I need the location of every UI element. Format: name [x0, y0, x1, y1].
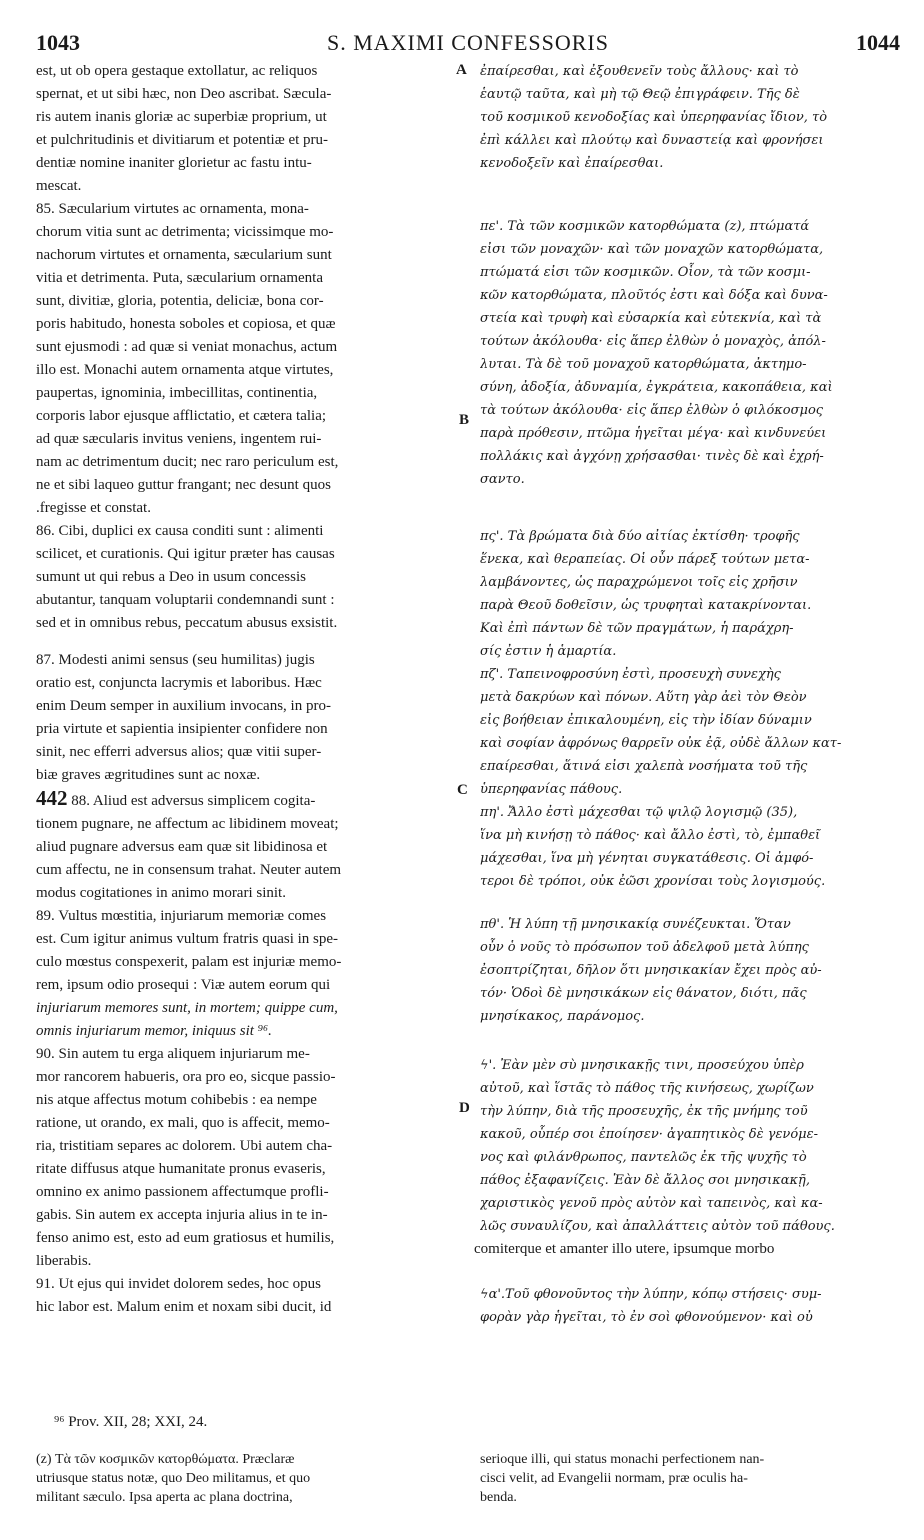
- text-line: omnis injuriarum memor, iniquus sit ⁹⁶.: [36, 1023, 272, 1039]
- spacer: [480, 893, 898, 913]
- text-line: .fregisse et constat.: [36, 500, 151, 516]
- text-line: τὰ τούτων ἀκόλουθα· εἰς ἅπερ ἐλθὼν ὁ φιλόκοσμος: [480, 403, 824, 418]
- text-line: ad quæ sæcularis invitus veniens, ingentem rui-: [36, 431, 322, 447]
- text-line: corporis labor ejusque afflictatio, et cætera talia;: [36, 408, 327, 424]
- text-line: chorum vitia sunt ac detrimenta; vicissimque mo-: [36, 224, 334, 240]
- text-line: οὖν ὁ νοῦς τὸ πρόσωπον τοῦ ἀδελφοῦ μετὰ λύπης: [480, 940, 809, 955]
- text-line: αὐτοῦ, καὶ ἵστᾶς τὸ πάθος τῆς κινήσεως, χωρίζων: [480, 1081, 814, 1096]
- greek-paragraph-88: [480, 801, 898, 893]
- text-line: gabis. Sin autem ex accepta injuria alius in te in-: [36, 1207, 328, 1223]
- text-line: εἰσι τῶν μοναχῶν· καὶ τῶν μοναχῶν κατορθώματα,: [480, 242, 824, 257]
- text-line: et pulchritudinis et divitiarum et potentiæ et pru-: [36, 132, 329, 148]
- text-line: aliud pugnare adversus eam quæ sit libidinosa et: [36, 839, 328, 855]
- text-line: ἐπὶ κάλλει καὶ πλούτῳ καὶ δυναστείᾳ καὶ φρονήσει: [480, 133, 824, 148]
- latin-paragraph-85: [36, 198, 456, 520]
- text-line: ratione, ut orando, ex mali, quo is affecit, memo-: [36, 1115, 330, 1131]
- text-line: πθ'. Ἡ λύπη τῇ μνησικακίᾳ συνέζευκται. Ὅταν: [480, 917, 791, 932]
- margin-marker-b: B: [459, 412, 470, 428]
- text-line: vitia et detrimenta. Puta, sæcularium ornamenta: [36, 270, 323, 286]
- greek-paragraph-87: [480, 663, 898, 801]
- text-line: nachorum virtutes et ornamenta, sæcularium sunt: [36, 247, 332, 263]
- column-number: 442: [36, 787, 68, 810]
- text-line: εἰς βοήθειαν ἐπικαλουμένη, εἰς τὴν ἰδίαν δύναμιν: [480, 713, 812, 728]
- text-line: dentiæ nomine inaniter glorietur ac fastu intu-: [36, 155, 312, 171]
- text-line: ϟα'.Τοῦ φθονοῦντος τὴν λύπην, κόπῳ στήσεις· συμ-: [480, 1287, 822, 1302]
- spacer: [480, 175, 898, 215]
- text-line: cisci velit, ad Evangelii normam, præ oculis ha-: [480, 1471, 748, 1486]
- text-line: ὑπερηφανίας πάθους.: [480, 782, 623, 797]
- text-line: πς'. Τὰ βρώματα διὰ δύο αἰτίας ἐκτίσθη· τροφῆς: [480, 529, 800, 544]
- spacer: [36, 635, 456, 649]
- text-fragment: 88. Aliud est adversus simplicem cogita-: [67, 793, 316, 809]
- text-line: culo mœstus conspexerit, palam est injuriæ memo-: [36, 954, 342, 970]
- text-line: benda.: [480, 1490, 517, 1505]
- greek-paragraph-89: [480, 913, 898, 1028]
- text-line: abutantur, tanquam voluptarii condemnandi sunt :: [36, 592, 335, 608]
- text-line: πάθος ἐξαφανίζεις. Ἐὰν δὲ ἄλλος σοι μνησικακῇ,: [480, 1173, 810, 1188]
- text-line: poris habitudo, honesta soboles et copiosa, et quæ: [36, 316, 336, 332]
- text-line: μετὰ δακρύων καὶ πόνων. Αὕτη γὰρ ἀεὶ τὸν Θεὸν: [480, 690, 807, 705]
- text-line: 90. Sin autem tu erga aliquem injuriarum me-: [36, 1046, 310, 1062]
- text-line: serioque illi, qui status monachi perfectionem nan-: [480, 1452, 765, 1467]
- greek-column: [474, 60, 898, 1329]
- text-line: 86. Cibi, duplici ex causa conditi sunt : alimenti: [36, 523, 324, 539]
- text-line: πη'. Ἄλλο ἐστὶ μάχεσθαι τῷ ψιλῷ λογισμῷ (35),: [480, 805, 798, 820]
- text-line: στεία καὶ τρυφὴ καὶ εὐσαρκία καὶ εὐτεκνία, καὶ τὰ: [480, 311, 822, 326]
- text-line: 91. Ut ejus qui invidet dolorem sedes, hoc opus: [36, 1276, 321, 1292]
- text-line: 87. Modesti animi sensus (seu humilitas) jugis: [36, 652, 315, 668]
- text-line: nam ac detrimentum ducit; nec raro periculum est,: [36, 454, 339, 470]
- text-line: τοῦ κοσμικοῦ κενοδοξίας καὶ ὑπερηφανίας ἴδιον, τὸ: [480, 110, 828, 125]
- left-page-number: 1043: [36, 30, 80, 55]
- greek-paragraph-86: [480, 525, 898, 663]
- text-line: επαίρεσθαι, ἅτινά εἰσι χαλεπὰ νοσήματα τοῦ τῆς: [480, 759, 808, 774]
- text-line: liberabis.: [36, 1253, 92, 1269]
- text-line: παρὰ πρόθεσιν, πτῶμα ἡγεῖται μέγα· καὶ κινδυνεύει: [480, 426, 827, 441]
- text-line: 85. Sæcularium virtutes ac ornamenta, mona-: [36, 201, 309, 217]
- text-line: ἵνα μὴ κινήσῃ τὸ πάθος· καὶ ἄλλο ἐστὶ, τὸ, ἐμπαθεῖ: [480, 828, 821, 843]
- greek-paragraph-84-end: [480, 60, 898, 175]
- text-line: Καὶ ἐπὶ πάντων δὲ τῶν πραγμάτων, ἡ παράχρη-: [480, 621, 794, 636]
- text-line: sumunt ut qui rebus a Deo in usum concessis: [36, 569, 306, 585]
- text-line: κακοῦ, οὗπέρ σοι ἐποίησεν· ἀγαπητικὸς δὲ γενόμε-: [480, 1127, 818, 1142]
- text-line: militant sæculo. Ipsa aperta ac plana doctrina,: [36, 1490, 293, 1505]
- text-line: est. Cum igitur animus vultum fratris quasi in spe-: [36, 931, 339, 947]
- text-line: rem, ipsum odio prosequi : Viæ autem eorum qui: [36, 977, 331, 993]
- latin-paragraph-89: [36, 905, 456, 1043]
- greek-paragraph-90: [480, 1054, 898, 1238]
- text-line: fenso animo est, esto ad eum gratiosus et humilis,: [36, 1230, 335, 1246]
- text-line: τούτων ἀκόλουθα· εἰς ἅπερ ἐλθὼν ὁ μοναχὸς, ἀπόλ-: [480, 334, 826, 349]
- text-line: ἑαυτῷ ταῦτα, καὶ μὴ τῷ Θεῷ ἐπιγράφειν. Τῆς δὲ: [480, 87, 800, 102]
- text-line: illo est. Monachi autem ornamenta atque virtutes,: [36, 362, 334, 378]
- text-line: scilicet, et curationis. Qui igitur præter has causas: [36, 546, 335, 562]
- page-header: [36, 30, 900, 60]
- spacer: [480, 1261, 898, 1283]
- text-line: ria, tristitiam separes ac dolorem. Ubi autem cha-: [36, 1138, 333, 1154]
- text-line: [36, 787, 456, 813]
- text-line: καὶ σοφίαν ἀφρόνως θαρρεῖν οὐκ ἐᾷ, οὐδὲ ἄλλων κατ-: [480, 736, 842, 751]
- text-line: pria virtute et sapientia insipienter confidere non: [36, 721, 328, 737]
- text-line: σύνη, ἀδοξία, ἀδυναμία, ἐγκράτεια, κακοπάθεια, καὶ: [480, 380, 833, 395]
- text-line: πζ'. Ταπεινοφροσύνη ἐστὶ, προσευχὴ συνεχὴς: [480, 667, 781, 682]
- latin-paragraph-88: [36, 787, 456, 905]
- text-line: modus cogitationes in animo morari sinit.: [36, 885, 286, 901]
- text-line: σίς ἐστιν ἡ ἁμαρτία.: [480, 644, 617, 659]
- text-line: ris autem inanis gloriæ ac superbiæ proprium, ut: [36, 109, 327, 125]
- text-line: enim Deum semper in auxilium invocans, in pro-: [36, 698, 331, 714]
- scripture-reference: ⁹⁶ Prov. XII, 28; XXI, 24.: [54, 1414, 208, 1430]
- latin-column: [36, 60, 456, 1319]
- text-line: λυται. Τὰ δὲ τοῦ μοναχοῦ κατορθώματα, ἀκτημο-: [480, 357, 807, 372]
- text-line: omnino ex animo passionem affectumque profli-: [36, 1184, 329, 1200]
- text-line: ne et sibi laqueo guttur frangant; nec desunt quos: [36, 477, 331, 493]
- text-line: comiterque et amanter illo utere, ipsumque morbo: [474, 1241, 775, 1257]
- text-line: κῶν κατορθώματα, πλοῦτός ἐστι καὶ δόξα καὶ δυνα-: [480, 288, 828, 303]
- text-line: mor rancorem habueris, ora pro eo, sicque passio-: [36, 1069, 336, 1085]
- latin-paragraph-84-end: [36, 60, 456, 198]
- text-line: sinit, nec efferri adversus alios; quæ vitii super-: [36, 744, 322, 760]
- text-line: μνησίκακος, παράνομος.: [480, 1009, 645, 1024]
- right-page-number: 1044: [856, 30, 900, 55]
- greek-paragraph-91: [480, 1283, 898, 1329]
- running-title: S. MAXIMI CONFESSORIS: [326, 30, 609, 55]
- latin-paragraph-91: [36, 1273, 456, 1319]
- greek-paragraph-85: [480, 215, 898, 491]
- latin-overflow-line: [474, 1238, 898, 1261]
- text-line: κενοδοξεῖν καὶ ἐπαίρεσθαι.: [480, 156, 664, 171]
- text-line: nis atque affectus motum cohibebis : ea nempe: [36, 1092, 317, 1108]
- text-line: cum affectu, ne in consensum trahat. Neuter autem: [36, 862, 342, 878]
- text-line: μάχεσθαι, ἵνα μὴ γένηται συγκατάθεσις. Οἱ ἀμφό-: [480, 851, 814, 866]
- footnote-left: [36, 1450, 456, 1507]
- text-line: τόν· Ὁδοὶ δὲ μνησικάκων εἰς θάνατον, διότι, πᾶς: [480, 986, 807, 1001]
- text-line: πολλάκις καὶ ἀγχόνῃ χρήσασθαι· τινὲς δὲ καὶ ἐχρή-: [480, 449, 824, 464]
- text-line: ἕνεκα, καὶ θεραπείας. Οἱ οὖν πάρεξ τούτων μετα-: [480, 552, 810, 567]
- text-line: πτώματά εἰσι τῶν κοσμικῶν. Οἷον, τὰ τῶν κοσμι-: [480, 265, 811, 280]
- text-line: τὴν λύπην, διὰ τῆς προσευχῆς, ἐκ τῆς μνήμης τοῦ: [480, 1104, 808, 1119]
- text-line: παρὰ Θεοῦ δοθεῖσιν, ὡς τρυφηταὶ κατακρίνονται.: [480, 598, 812, 613]
- text-line: sunt, divitiæ, gloria, potentia, deliciæ, bona cor-: [36, 293, 324, 309]
- text-line: ἐπαίρεσθαι, καὶ ἐξουθενεῖν τοὺς ἄλλους· καὶ τὸ: [480, 64, 799, 79]
- text-line: biæ graves ægritudines sunt ac noxæ.: [36, 767, 261, 783]
- text-line: mescat.: [36, 178, 82, 194]
- text-line: (z) Τὰ τῶν κοσμικῶν κατορθώματα. Præclaræ: [36, 1452, 295, 1467]
- text-line: ritate diffusus atque humanitate pronus evaseris,: [36, 1161, 326, 1177]
- text-line: λαμβάνοντες, ὡς παραχρώμενοι τοῖς εἰς χρῆσιν: [480, 575, 798, 590]
- text-line: injuriarum memores sunt, in mortem; quippe cum,: [36, 1000, 338, 1016]
- text-line: νος καὶ φιλάνθρωπος, παντελῶς ἐκ τῆς ψυχῆς τὸ: [480, 1150, 807, 1165]
- footnote-right: [480, 1450, 900, 1507]
- text-line: τεροι δὲ τρόποι, οὐκ ἐῶσι χρονίσαι τοὺς λογισμούς.: [480, 874, 826, 889]
- text-line: πε'. Τὰ τῶν κοσμικῶν κατορθώματα (z), πτώματά: [480, 219, 810, 234]
- margin-marker-a: A: [456, 62, 467, 78]
- text-line: oratio est, conjuncta lacrymis et laboribus. Hæc: [36, 675, 322, 691]
- text-line: hic labor est. Malum enim et noxam sibi ducit, id: [36, 1299, 332, 1315]
- latin-paragraph-90: [36, 1043, 456, 1273]
- text-line: spernat, et ut sibi hæc, non Deo ascribat. Sæcula-: [36, 86, 332, 102]
- text-line: φορὰν γὰρ ἡγεῖται, τὸ ἐν σοὶ φθονούμενον· καὶ οὐ: [480, 1310, 813, 1325]
- latin-paragraph-86: [36, 520, 456, 635]
- text-line: paupertas, ignominia, imbecillitas, continentia,: [36, 385, 318, 401]
- text-line: χαριστικὸς γενοῦ πρὸς αὐτὸν καὶ ταπεινὸς, καὶ κα-: [480, 1196, 823, 1211]
- margin-marker-c: C: [457, 782, 468, 798]
- text-line: sed et in omnibus rebus, peccatum abusus exsistit.: [36, 615, 338, 631]
- latin-paragraph-87: [36, 649, 456, 787]
- spacer: [480, 1028, 898, 1054]
- text-line: utriusque status notæ, quo Deo militamus, et quo: [36, 1471, 311, 1486]
- text-line: est, ut ob opera gestaque extollatur, ac reliquos: [36, 63, 318, 79]
- text-line: σαντο.: [480, 472, 525, 487]
- text-line: sunt ejusmodi : ad quæ si veniat monachus, actum: [36, 339, 338, 355]
- text-line: tionem pugnare, ne affectum ac libidinem moveat;: [36, 816, 339, 832]
- text-line: 89. Vultus mœstitia, injuriarum memoriæ comes: [36, 908, 327, 924]
- text-line: λῶς συναυλίζου, καὶ ἀπαλλάττεις αὐτὸν τοῦ πάθους.: [480, 1219, 835, 1234]
- text-line: ἐσοπτρίζηται, δῆλον ὅτι μνησικακίαν ἔχει πρὸς αὐ-: [480, 963, 822, 978]
- spacer: [480, 491, 898, 525]
- text-line: ϟ'. Ἐὰν μὲν σὺ μνησικακῇς τινι, προσεύχου ὑπὲρ: [480, 1058, 804, 1073]
- margin-marker-d: D: [459, 1100, 470, 1116]
